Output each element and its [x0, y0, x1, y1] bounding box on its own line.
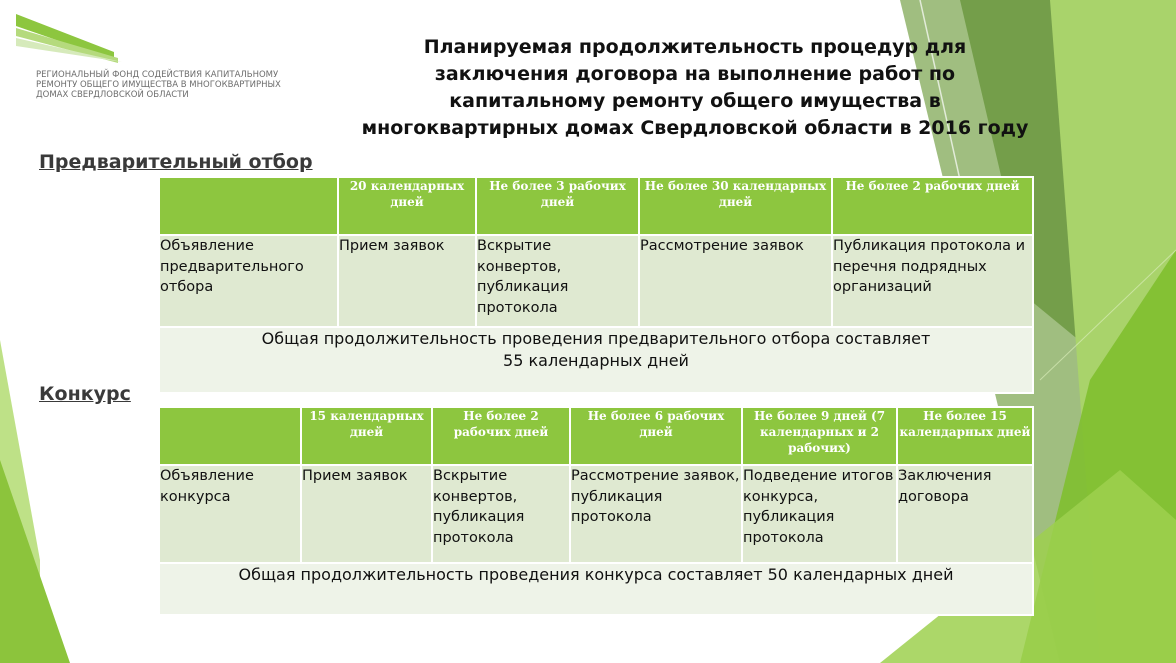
step-cell: Объявление предварительного отбора: [159, 235, 338, 327]
header-cell-empty: [159, 177, 338, 235]
header-cell-duration: 15 календарных дней: [301, 407, 432, 465]
table-header-row: [159, 177, 1033, 235]
header-cell-duration: Не более 6 рабочих дней: [570, 407, 742, 465]
step-cell: Публикация протокола и перечня подрядных организаций: [832, 235, 1033, 327]
title-line: капитальному ремонту общего имущества в: [449, 90, 941, 112]
total-cell: Общая продолжительность проведения конкурса составляет 50 календарных дней: [159, 563, 1033, 615]
step-cell: Рассмотрение заявок, публикация протокола: [570, 465, 742, 563]
total-cell: [159, 327, 1033, 393]
total-row: [159, 563, 1033, 615]
fund-name: [36, 70, 286, 100]
contest-section-title: Конкурс: [39, 383, 131, 405]
step-cell: Вскрытие конвертов, публикация протокола: [476, 235, 639, 327]
header-cell-duration: Не более 2 рабочих дней: [832, 177, 1033, 235]
step-cell: Заключения договора: [897, 465, 1033, 563]
title-line: Планируемая продолжительность процедур для: [423, 36, 967, 58]
title-line: многоквартирных домах Свердловской области в 2016 году: [361, 117, 1029, 139]
header-cell-duration: Не более 3 рабочих дней: [476, 177, 639, 235]
step-cell: Объявление конкурса: [159, 465, 301, 563]
total-text: Общая продолжительность проведения предварительного отбора составляет: [261, 329, 931, 348]
contest-table: [158, 406, 1034, 616]
fund-name-line: ДОМАХ СВЕРДЛОВСКОЙ ОБЛАСТИ: [36, 90, 189, 100]
header-cell-duration: Не более 9 дней (7 календарных и 2 рабочих): [742, 407, 897, 465]
header-cell-duration: Не более 2 рабочих дней: [432, 407, 570, 465]
step-cell: Прием заявок: [301, 465, 432, 563]
step-cell: Прием заявок: [338, 235, 476, 327]
step-cell: Рассмотрение заявок: [639, 235, 832, 327]
table-row: [159, 465, 1033, 563]
header-cell-duration: Не более 15 календарных дней: [897, 407, 1033, 465]
step-cell: Вскрытие конвертов, публикация протокола: [432, 465, 570, 563]
table-header-row: [159, 407, 1033, 465]
header-cell-empty: [159, 407, 301, 465]
preselection-table: [158, 176, 1034, 394]
building-logo-icon: [14, 12, 124, 67]
fund-name-line: РЕГИОНАЛЬНЫЙ ФОНД СОДЕЙСТВИЯ КАПИТАЛЬНОМУ: [36, 70, 279, 80]
fund-name-line: РЕМОНТУ ОБЩЕГО ИМУЩЕСТВА В МНОГОКВАРТИРНЫХ: [36, 80, 281, 90]
header-cell-duration: 20 календарных дней: [338, 177, 476, 235]
title-line: заключения договора на выполнение работ по: [434, 63, 956, 85]
header-cell-duration: Не более 30 календарных дней: [639, 177, 832, 235]
preselection-section-title: Предварительный отбор: [39, 151, 313, 173]
total-days: 55 календарных дней: [503, 351, 689, 370]
table-row: [159, 235, 1033, 327]
step-cell: Подведение итогов конкурса, публикация протокола: [742, 465, 897, 563]
slide-title: [330, 34, 1060, 142]
total-row: [159, 327, 1033, 393]
